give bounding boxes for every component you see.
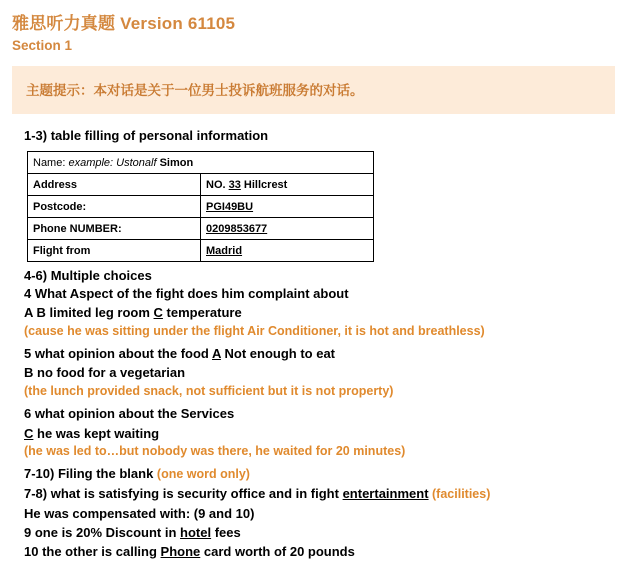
q78-answer: entertainment — [342, 486, 429, 501]
row-value-flight-from — [201, 240, 374, 262]
q9-post: fees — [211, 524, 241, 540]
value-underline: PGI49BU — [206, 200, 254, 213]
section-label: Section 1 — [12, 38, 73, 53]
q9-answer: hotel — [180, 524, 212, 540]
row-label-address: Address — [28, 174, 201, 196]
row-label-postcode: Postcode: — [28, 196, 201, 218]
question-6: 6 what opinion about the Services — [24, 406, 235, 422]
name-example: example: Ustonalf — [68, 156, 157, 169]
row-value-postcode — [201, 196, 374, 218]
question-4: 4 What Aspect of the fight does him complaint about — [24, 286, 349, 301]
q5-post: Not enough to eat — [220, 346, 336, 362]
personal-information-table — [27, 151, 374, 262]
row-label-flight-from: Flight from — [28, 240, 201, 262]
q5-answer: A — [212, 346, 221, 362]
name-value: Simon — [159, 156, 194, 169]
question-6-option — [24, 426, 627, 442]
value-prefix: NO. — [206, 178, 229, 191]
question-5 — [24, 346, 627, 362]
multiple-choice-heading: 4-6) Multiple choices — [24, 268, 152, 283]
question-7-8 — [24, 486, 627, 503]
table-row — [28, 174, 374, 196]
table-row — [28, 218, 374, 240]
question-4-note: (cause he was sitting under the flight Air Conditioner, it is hot and breathless) — [24, 323, 485, 338]
document-page — [0, 9, 627, 567]
compensation-line: He was compensated with: (9 and 10) — [24, 505, 255, 521]
fill-heading-text: 7-10) Filing the blank — [24, 466, 154, 482]
table-section-heading: 1-3) table filling of personal information — [24, 128, 269, 143]
question-9 — [24, 525, 627, 541]
q10-answer: Phone — [160, 544, 201, 560]
fill-blank-heading — [24, 466, 627, 483]
value-underline: 0209853677 — [206, 222, 268, 235]
q78-note: (facilities) — [428, 487, 491, 501]
q4-options-pre: A B limited leg room — [24, 305, 154, 321]
q78-pre: 7-8) what is satisfying is security office and in fight — [24, 486, 343, 501]
table-row — [28, 196, 374, 218]
fill-heading-note: (one word only) — [156, 467, 250, 482]
question-5-option-b: B no food for a vegetarian — [24, 365, 186, 381]
topic-hint-box — [12, 66, 615, 114]
name-label: Name: — [33, 156, 66, 169]
table-row — [28, 240, 374, 262]
q4-options-post: temperature — [162, 305, 242, 321]
topic-hint-text: 主题提示：本对话是关于一位男士投诉航班服务的对话。 — [26, 83, 364, 98]
row-value-phone — [201, 218, 374, 240]
q6-answer: C — [24, 425, 34, 441]
q6-post: he was kept waiting — [33, 425, 160, 441]
name-cell — [28, 152, 374, 174]
value-underline: Madrid — [206, 244, 243, 257]
row-value-address — [201, 174, 374, 196]
question-6-note: (he was led to…but nobody was there, he waited for 20 minutes) — [24, 443, 406, 458]
q10-pre: 10 the other is calling — [24, 544, 161, 560]
q10-post: card worth of 20 pounds — [200, 544, 355, 560]
page-title: 雅思听力真题 Version 61105 — [12, 14, 236, 33]
question-4-options — [24, 305, 627, 321]
value-suffix: Hillcrest — [240, 178, 288, 191]
q9-pre: 9 one is 20% Discount in — [24, 524, 181, 540]
row-label-phone: Phone NUMBER: — [28, 218, 201, 240]
value-underline: 33 — [228, 178, 241, 191]
table-row-name — [28, 152, 374, 174]
q4-answer: C — [153, 305, 163, 321]
q5-pre: 5 what opinion about the food — [24, 346, 212, 362]
question-5-note: (the lunch provided snack, not sufficient but it is not property) — [24, 383, 394, 398]
